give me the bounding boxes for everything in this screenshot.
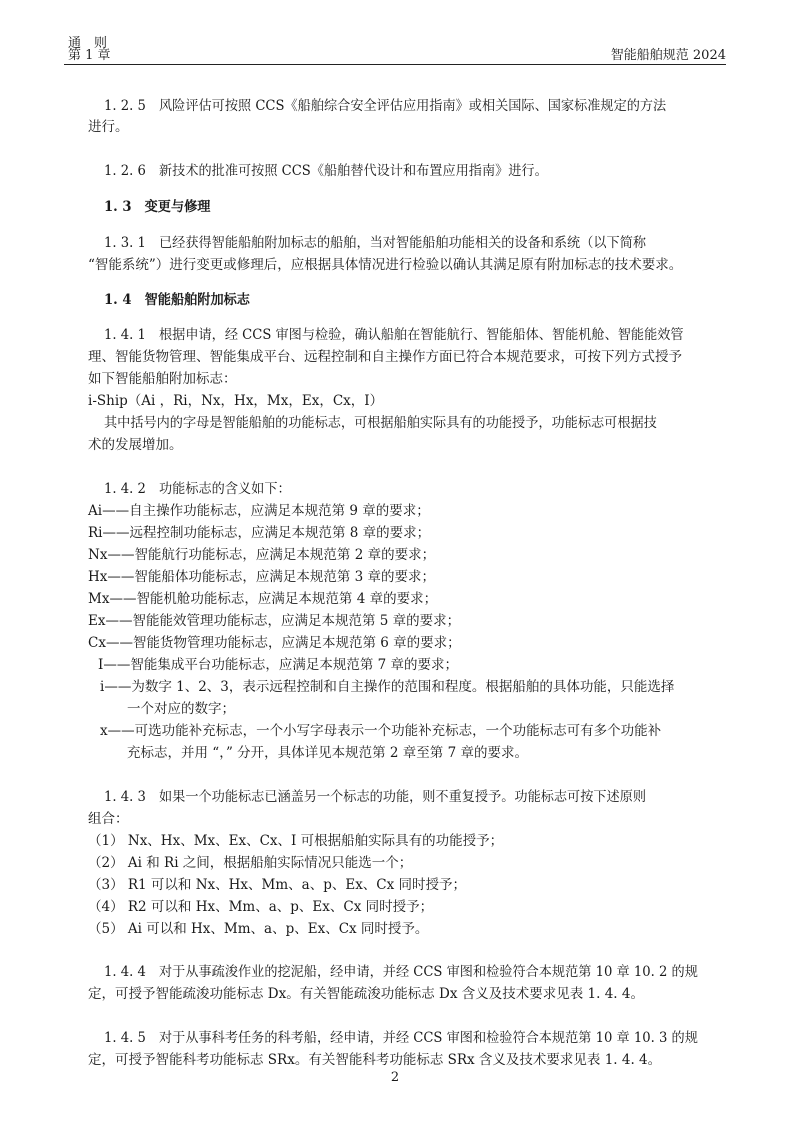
notation-symbol: Ai [88, 503, 103, 519]
header-rule [64, 64, 726, 65]
para-1-4-5-line1: 1. 4. 5 对于从事科考任务的科考船，经申请，并经 CCS 审图和检验符合本规范第 10 章 10. 3 的规 [104, 1030, 698, 1046]
notation-text: ——智能机舱功能标志，应满足本规范第 4 章的要求； [109, 591, 438, 607]
notation-item [88, 634, 461, 652]
notation-symbol: x [100, 723, 108, 739]
para-1-3-1-line1: 1. 3. 1 已经获得智能船舶附加标志的船舶，当对智能船舶功能相关的设备和系统（以下简称 [104, 235, 647, 251]
principle-item: （3） R1 可以和 Nx、Hx、Mm、a、p、Ex、Cx 同时授予； [88, 877, 467, 893]
para-1-4-1-line3: 如下智能船舶附加标志： [88, 371, 237, 387]
notation-text: ——智能集成平台功能标志，应满足本规范第 7 章的要求； [103, 657, 459, 673]
notation-item [88, 590, 437, 608]
notation-text: 一个对应的数字； [127, 701, 235, 717]
ship-notation-formula: i-Ship（Ai ，Ri，Nx，Hx，Mx，Ex，Cx，I） [88, 393, 384, 409]
notation-text: ——可选功能补充标志，一个小写字母表示一个功能补充标志，一个功能标志可有多个功能补 [107, 723, 662, 739]
para-1-2-5-line2: 进行。 [88, 119, 129, 135]
notation-symbol: i [100, 679, 105, 695]
notation-item-continuation [127, 700, 235, 718]
notation-symbol: Cx [88, 635, 106, 651]
notation-text: 充标志，并用 “，” 分开，具体详见本规范第 2 章至第 7 章的要求。 [127, 745, 528, 761]
para-1-3-1-line2: “智能系统”）进行变更或修理后，应根据具体情况进行检验以确认其满足原有附加标志的技术要求。 [88, 257, 683, 273]
notation-text: ——智能货物管理功能标志，应满足本规范第 6 章的要求； [105, 635, 461, 651]
notation-text: ——自主操作功能标志，应满足本规范第 9 章的要求； [102, 503, 430, 519]
notation-text: ——智能船体功能标志，应满足本规范第 3 章的要求； [107, 569, 436, 585]
principle-item: （4） R2 可以和 Hx、Mm、a、p、Ex、Cx 同时授予； [88, 899, 434, 915]
notation-text: ——智能航行功能标志，应满足本规范第 2 章的要求； [107, 547, 436, 563]
para-1-4-1-line1: 1. 4. 1 根据申请，经 CCS 审图与检验，确认船舶在智能航行、智能船体、智能机舱、智能能效管 [104, 327, 684, 343]
notation-item [88, 524, 430, 542]
notation-symbol: Mx [88, 591, 110, 607]
para-1-4-1-line2: 理、智能货物管理、智能集成平台、远程控制和自主操作方面已符合本规范要求，可按下列方式授予 [88, 349, 682, 365]
section-heading-1-4: 1. 4 智能船舶附加标志 [104, 292, 250, 308]
notation-symbol: Ri [88, 525, 103, 541]
notation-item-continuation [127, 744, 528, 762]
running-header-title: 智能船舶规范 2024 [610, 48, 726, 63]
running-header-part: 通 则 [68, 36, 108, 51]
para-1-2-6: 1. 2. 6 新技术的批准可按照 CCS《船舶替代设计和布置应用指南》进行。 [104, 163, 548, 179]
notation-text: ——远程控制功能标志，应满足本规范第 8 章的要求； [102, 525, 431, 541]
para-1-2-5-line1: 1. 2. 5 风险评估可按照 CCS《船舶综合安全评估应用指南》或相关国际、国家标准规定的方法 [104, 98, 667, 114]
para-1-4-4-line1: 1. 4. 4 对于从事疏浚作业的挖泥船，经申请，并经 CCS 审图和检验符合本规范第 10 章 10. 2 的规 [104, 964, 698, 980]
para-1-4-5-line2: 定，可授予智能科考功能标志 SRx。有关智能科考功能标志 SRx 含义及技术要求见表 1. 4. 4。 [88, 1052, 662, 1068]
notation-symbol: I [98, 657, 104, 673]
notation-item [100, 678, 674, 696]
notation-symbol: Hx [88, 569, 108, 585]
notation-symbol: Nx [88, 547, 108, 563]
notation-text: ——智能能效管理功能标志，应满足本规范第 5 章的要求； [105, 613, 461, 629]
para-1-4-1-line6: 术的发展增加。 [88, 437, 183, 453]
para-1-4-3-line1: 1. 4. 3 如果一个功能标志已涵盖另一个标志的功能，则不重复授予。功能标志可按下述原则 [104, 789, 647, 805]
notation-text: ——为数字 1、2、3，表示远程控制和自主操作的范围和程度。根据船舶的具体功能，只能选择 [104, 679, 675, 695]
notation-symbol: Ex [88, 613, 106, 629]
notation-item [88, 568, 435, 586]
para-1-4-2-intro: 1. 4. 2 功能标志的含义如下： [104, 481, 291, 497]
notation-item [98, 656, 458, 674]
running-header-chapter: 第 1 章 [68, 48, 111, 63]
principle-item: （2） Ai 和 Ri 之间，根据船舶实际情况只能选一个； [88, 855, 413, 871]
para-1-4-3-line2: 组合： [88, 811, 129, 827]
notation-item [88, 612, 460, 630]
notation-item [100, 722, 661, 740]
notation-item [88, 546, 435, 564]
para-1-4-4-line2: 定，可授予智能疏浚功能标志 Dx。有关智能疏浚功能标志 Dx 含义及技术要求见表 1. 4. 4。 [88, 986, 644, 1002]
section-heading-1-3: 1. 3 变更与修理 [104, 199, 211, 215]
principle-item: （1） Nx、Hx、Mx、Ex、Cx、I 可根据船舶实际具有的功能授予； [88, 833, 504, 849]
page-number: 2 [390, 1070, 400, 1085]
principle-item: （5） Ai 可以和 Hx、Mm、a、p、Ex、Cx 同时授予。 [88, 921, 429, 937]
para-1-4-1-line5: 其中括号内的字母是智能船舶的功能标志，可根据船舶实际具有的功能授予，功能标志可根据技 [104, 415, 657, 431]
notation-item [88, 502, 430, 520]
